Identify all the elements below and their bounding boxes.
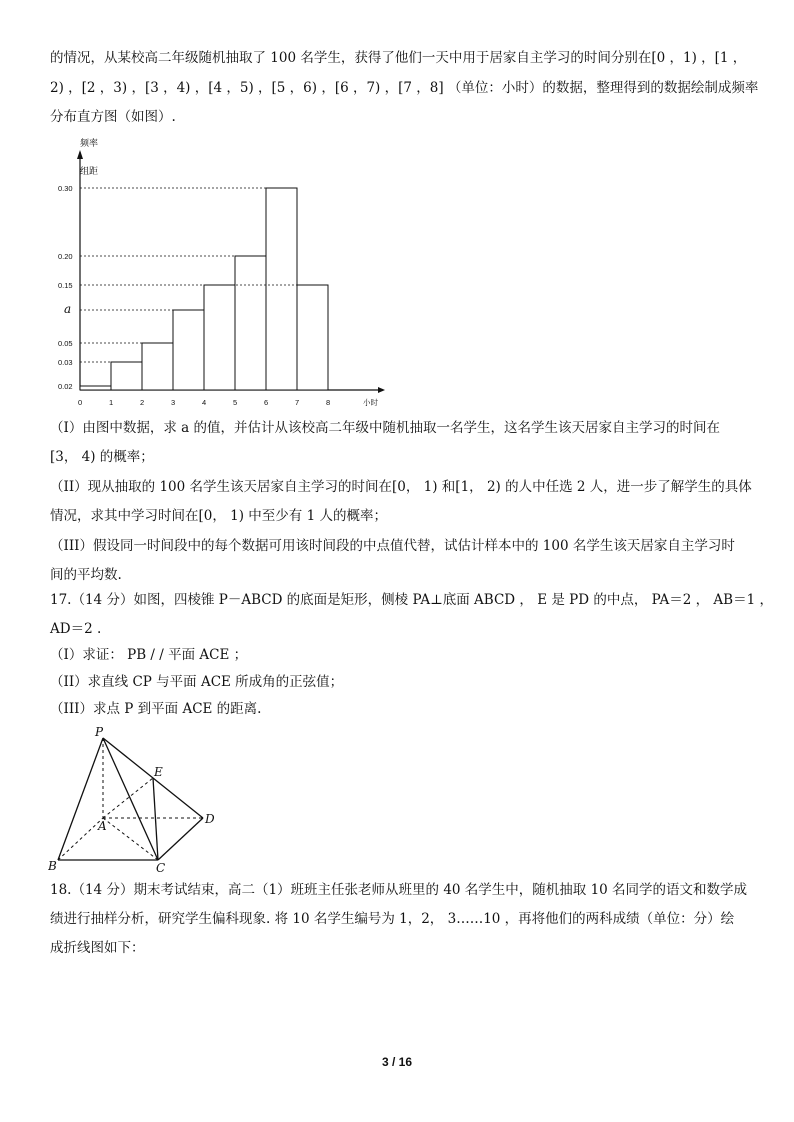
- label-e: E: [154, 765, 163, 779]
- text-line: 18.（14 分）期末考试结束，高二（1）班班主任张老师从班里的 40 名学生中，随机抽取 10 名同学的语文和数学成: [50, 882, 748, 898]
- histogram-bar: [204, 285, 235, 390]
- x-axis-arrow: [378, 387, 385, 393]
- histogram-bar: [80, 386, 111, 390]
- y-axis-label-top: 频率: [80, 138, 99, 148]
- histogram-bar: [235, 256, 266, 390]
- y-tick-label: 0.20: [58, 252, 73, 261]
- y-tick-label: 0.15: [58, 281, 73, 290]
- edge-ec: [153, 778, 158, 860]
- x-tick-label: 6: [264, 398, 269, 407]
- text-line: 17.（14 分）如图，四棱锥 P－ABCD 的底面是矩形，侧棱 PA⊥底面 ABCD ， E 是 PD 的中点， PA＝2 ， AB＝1 ，: [50, 592, 773, 608]
- x-tick-label: 8: [326, 398, 331, 407]
- text-line: 间的平均数.: [50, 567, 122, 583]
- y-axis-arrow: [77, 150, 83, 159]
- text-line: （III）假设同一时间段中的每个数据可用该时间段的中点值代替，试估计样本中的 100 名学生该天居家自主学习时: [50, 538, 735, 554]
- text-line: （I）求证： PB / / 平面 ACE ；: [50, 647, 248, 663]
- histogram-bar: [266, 188, 297, 390]
- x-tick-label: 7: [295, 398, 300, 407]
- y-tick-label: 0.05: [58, 339, 73, 348]
- histogram-bar: [297, 285, 328, 390]
- x-axis-label: 小时: [363, 398, 378, 407]
- x-tick-label: 3: [171, 398, 176, 407]
- pyramid-figure: [48, 726, 228, 876]
- x-tick-label: 4: [202, 398, 207, 407]
- edge-ac: [103, 818, 158, 860]
- y-tick-label: 0.02: [58, 382, 73, 391]
- text-line: （II）求直线 CP 与平面 ACE 所成角的正弦值；: [50, 674, 344, 690]
- edge-ba: [58, 818, 103, 860]
- text-line: 分布直方图（如图）.: [50, 109, 176, 125]
- label-b: B: [48, 859, 57, 873]
- label-p: P: [95, 726, 104, 739]
- text-line: （III）求点 P 到平面 ACE 的距离.: [50, 701, 262, 717]
- y-tick-label-a: a: [64, 302, 72, 316]
- text-line: 绩进行抽样分析，研究学生偏科现象. 将 10 名学生编号为 1，2， 3……10 ，再将他们的两科成绩（单位：分）绘: [50, 911, 735, 927]
- histogram-bar: [142, 343, 173, 390]
- label-d: D: [205, 812, 215, 826]
- histogram-bar: [173, 310, 204, 390]
- text-line: （II）现从抽取的 100 名学生该天居家自主学习的时间在[0， 1) 和[1， 2) 的人中任选 2 人，进一步了解学生的具体: [50, 479, 752, 495]
- text-line: 的情况，从某校高二年级随机抽取了 100 名学生，获得了他们一天中用于居家自主学习的时间分别在[0 ，1) ，[1 ，: [50, 50, 747, 66]
- page-number: 3 / 16: [381, 1055, 413, 1069]
- label-a: A: [98, 819, 107, 833]
- frequency-histogram: [50, 134, 390, 414]
- text-line: [3， 4) 的概率；: [50, 449, 154, 465]
- label-c: C: [156, 861, 166, 875]
- histogram-bar: [111, 362, 142, 390]
- text-line: AD＝2 .: [50, 621, 102, 637]
- edge-cd: [158, 818, 203, 860]
- text-line: 2) ，[2 ，3) ，[3 ，4) ，[4 ，5) ，[5 ，6) ，[6 ，7) ，[7 ，8] （单位：小时）的数据，整理得到的数据绘制成频率: [50, 80, 759, 96]
- edge-ae: [103, 778, 153, 818]
- x-tick-label: 5: [233, 398, 238, 407]
- x-tick-label: 0: [78, 398, 83, 407]
- y-axis-label-bottom: 组距: [80, 166, 99, 176]
- edge-pb: [58, 738, 103, 860]
- text-line: （I）由图中数据，求 a 的值，并估计从该校高二年级中随机抽取一名学生，这名学生该天居家自主学习的时间在: [50, 420, 720, 436]
- x-tick-label: 2: [140, 398, 145, 407]
- x-tick-label: 1: [109, 398, 114, 407]
- text-line: 情况，求其中学习时间在[0， 1) 中至少有 1 人的概率；: [50, 508, 387, 524]
- y-tick-label: 0.03: [58, 358, 73, 367]
- edge-pc: [103, 738, 158, 860]
- y-tick-label: 0.30: [58, 184, 73, 193]
- text-line: 成折线图如下：: [50, 940, 145, 956]
